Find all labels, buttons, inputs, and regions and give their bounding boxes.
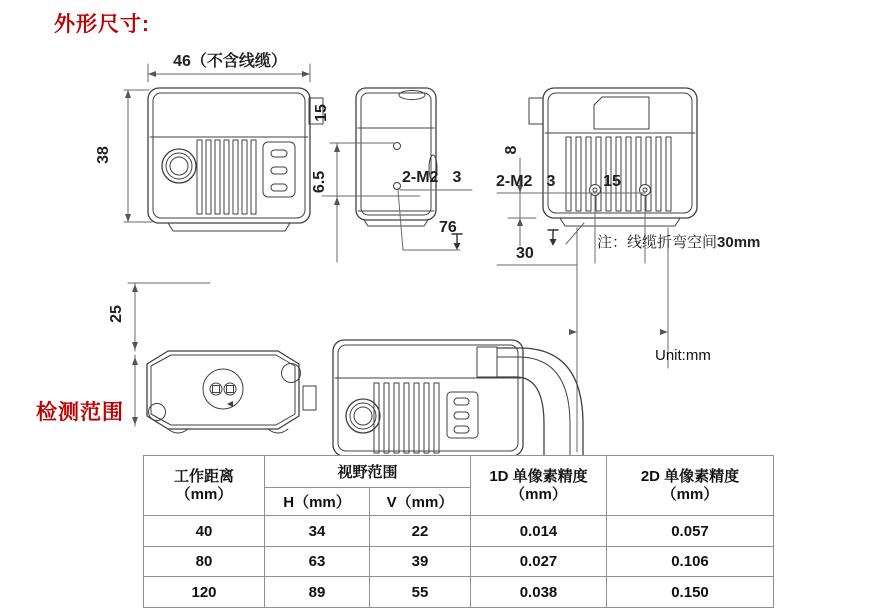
- cable-view-vent-slats: [374, 383, 439, 453]
- cable-view-drawing: [333, 340, 583, 456]
- table-cell: 0.027: [471, 547, 607, 577]
- cable-middle-line: [497, 357, 570, 456]
- side-callout-depth: 3: [452, 169, 462, 186]
- table-row: [144, 547, 774, 577]
- table-cell: 0.106: [607, 547, 774, 577]
- cable-note-text: 注：线缆折弯空间: [597, 234, 718, 251]
- dim-label-side-hole-bottom: 6.5: [311, 170, 328, 194]
- rear-screw-callout: [496, 173, 555, 191]
- table-cell: 0.057: [607, 516, 774, 547]
- dim-label-top-view-height: 25: [108, 305, 125, 323]
- dim-label-front-height: 38: [95, 146, 112, 164]
- table-cell: 63: [265, 547, 370, 577]
- col-header-2d-precision: 2D 单像素精度 （mm）: [607, 456, 774, 516]
- cable-view-indicator-leds: [454, 398, 469, 433]
- table-row: [144, 516, 774, 547]
- detection-range-table: [143, 455, 774, 608]
- rear-callout-thread: 2-M2: [496, 173, 533, 190]
- table-row: [144, 577, 774, 608]
- table-cell: 80: [144, 547, 265, 577]
- table-cell: 89: [265, 577, 370, 608]
- cable-inner-edge: [497, 377, 544, 456]
- cable-note-value: 30mm: [717, 234, 761, 251]
- dim-label-rear-edge-offset: 8: [503, 145, 520, 155]
- col-header-working-distance: 工作距离 （mm）: [144, 456, 265, 516]
- detection-range-title: 检测范围: [36, 401, 124, 424]
- side-view-drawing: [356, 88, 437, 226]
- cable-note: [597, 231, 760, 252]
- rear-view-drawing: [529, 88, 697, 226]
- unit-label: Unit:mm: [655, 347, 711, 364]
- side-screw-callout-lines: [398, 188, 472, 250]
- col-header-fov-v: V（mm）: [370, 488, 471, 516]
- front-vent-slats: [197, 140, 256, 214]
- dim-label-side-depth: 76: [439, 219, 457, 236]
- table-cell: 55: [370, 577, 471, 608]
- side-callout-thread: 2-M2: [402, 169, 439, 186]
- side-screw-callout: [402, 169, 461, 187]
- dimension-side-holes: [322, 143, 420, 262]
- table-cell: 0.014: [471, 516, 607, 547]
- top-view-drawing: [147, 351, 316, 433]
- table-cell: 120: [144, 577, 265, 608]
- table-cell: 0.038: [471, 577, 607, 608]
- col-header-fov-h: H（mm）: [265, 488, 370, 516]
- rear-callout-depth: 3: [546, 173, 556, 190]
- table-cell: 40: [144, 516, 265, 547]
- table-cell: 0.150: [607, 577, 774, 608]
- front-view-drawing: [148, 88, 323, 231]
- dim-label-rear-spacing: 15: [603, 173, 621, 190]
- dim-label-cable-space: 30: [516, 245, 534, 262]
- front-indicator-leds: [271, 150, 287, 191]
- col-header-fov: 视野范围: [265, 456, 471, 488]
- col-header-1d-precision: 1D 单像素精度 （mm）: [471, 456, 607, 516]
- dim-label-side-hole-top: 15: [313, 104, 330, 122]
- page-title: 外形尺寸:: [54, 13, 150, 36]
- table-cell: 34: [265, 516, 370, 547]
- dim-label-front-width: 46（不含线缆）: [173, 53, 287, 70]
- table-cell: 22: [370, 516, 471, 547]
- table-cell: 39: [370, 547, 471, 577]
